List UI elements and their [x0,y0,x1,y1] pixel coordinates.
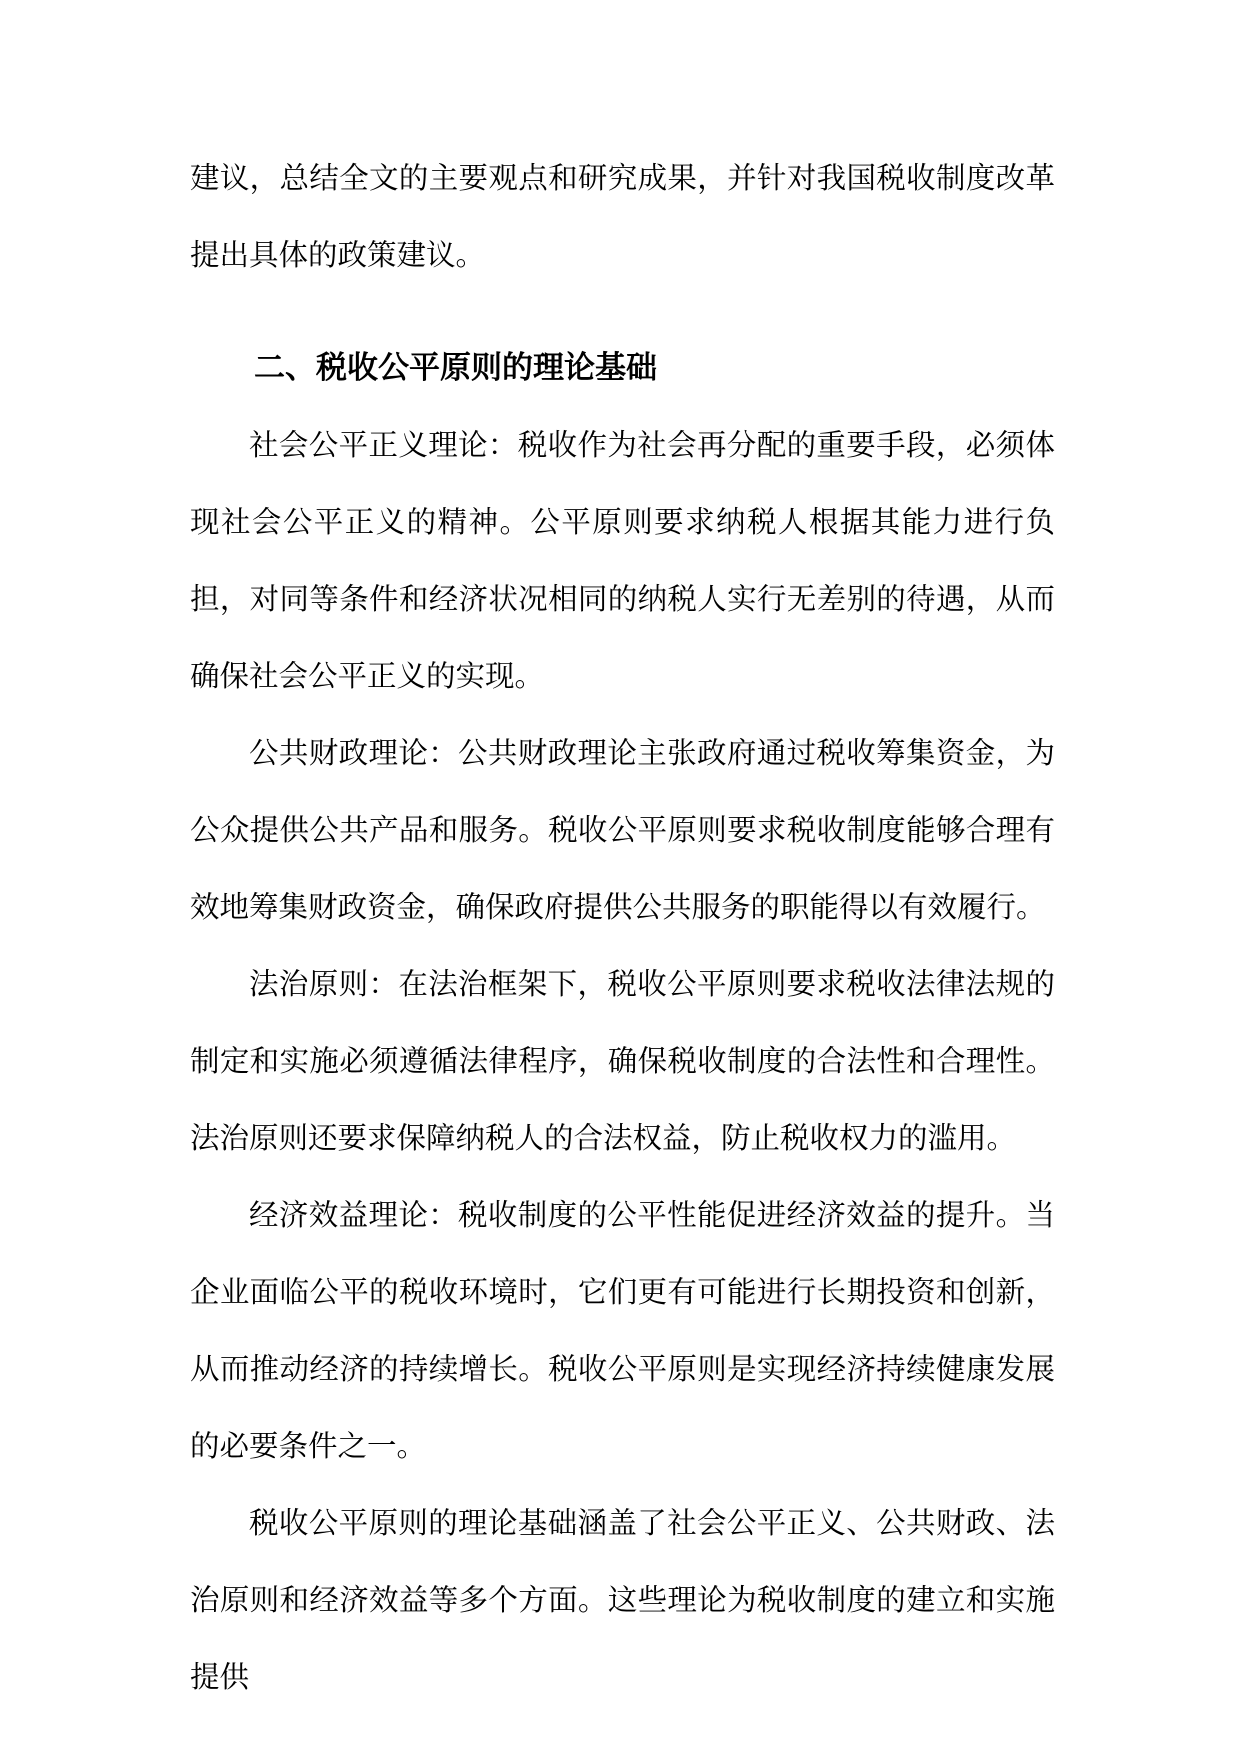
paragraph-rule-of-law: 法治原则：在法治框架下，税收公平原则要求税收法律法规的制定和实施必须遵循法律程序，确保税收制度的合法性和合理性。法治原则还要求保障纳税人的合法权益，防止税收权力的滥用。 [190,967,1055,1155]
paragraph-social-justice: 社会公平正义理论：税收作为社会再分配的重要手段，必须体现社会公平正义的精神。公平原则要求纳税人根据其能力进行负担，对同等条件和经济状况相同的纳税人实行无差别的待遇，从而确保社会公平正义的实现。 [190,428,1055,693]
section-heading: 二、税收公平原则的理论基础 [254,350,657,386]
paragraph-economic-efficiency: 经济效益理论：税收制度的公平性能促进经济效益的提升。当企业面临公平的税收环境时，它们更有可能进行长期投资和创新，从而推动经济的持续增长。税收公平原则是实现经济持续健康发展的必要条件之一。 [190,1198,1055,1463]
paragraph-summary: 税收公平原则的理论基础涵盖了社会公平正义、公共财政、法治原则和经济效益等多个方面。这些理论为税收制度的建立和实施提供 [190,1506,1055,1694]
intro-paragraph: 建议，总结全文的主要观点和研究成果，并针对我国税收制度改革提出具体的政策建议。 [190,161,1055,272]
document-body [190,140,1055,1716]
paragraph-public-finance: 公共财政理论：公共财政理论主张政府通过税收筹集资金，为公众提供公共产品和服务。税收公平原则要求税收制度能够合理有效地筹集财政资金，确保政府提供公共服务的职能得以有效履行。 [190,736,1055,924]
